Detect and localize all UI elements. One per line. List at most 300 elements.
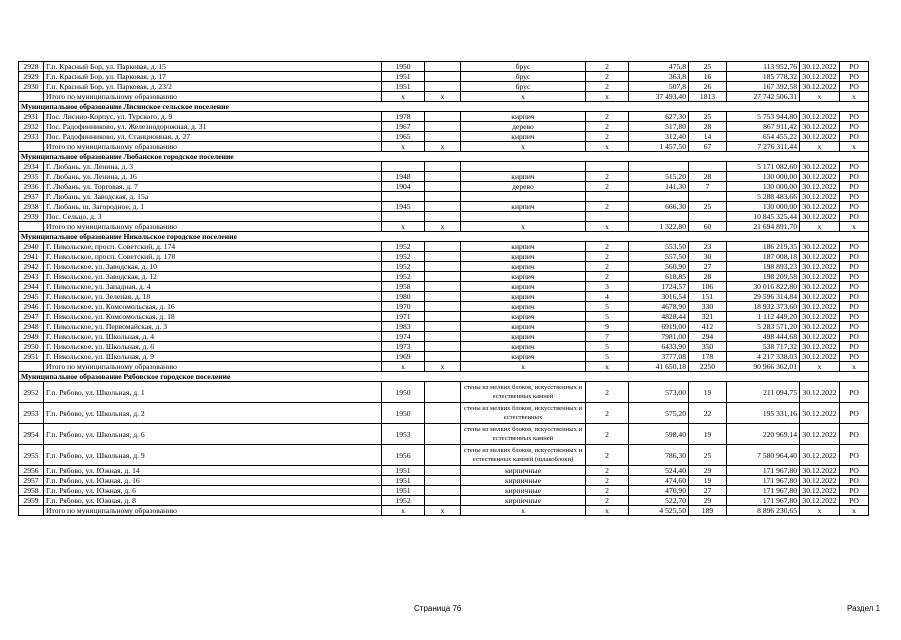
table-cell: 1967 <box>382 122 425 132</box>
table-cell: кирпичные <box>461 486 586 496</box>
table-cell: x <box>461 142 586 152</box>
table-cell: 4 <box>586 292 629 302</box>
table-cell: 330 <box>689 302 727 312</box>
table-cell: 2 <box>586 424 629 445</box>
table-cell: Г.п. Рябово, ул. Южная, д. 14 <box>44 466 382 476</box>
table-row <box>19 282 869 292</box>
table-cell: 186 219,35 <box>727 242 800 252</box>
table-cell: 2957 <box>19 476 44 486</box>
table-cell <box>19 362 44 372</box>
table-cell: 618,85 <box>629 272 689 282</box>
table-cell: 2959 <box>19 496 44 506</box>
table-cell <box>425 212 461 222</box>
table-cell: дерево <box>461 122 586 132</box>
table-cell: x <box>840 142 869 152</box>
table-cell: кирпич <box>461 312 586 322</box>
table-row <box>19 262 869 272</box>
table-cell: Итого по муниципальному образованию <box>44 142 382 152</box>
table-cell: Г. Никольское, ул. Первомайская, д. 3 <box>44 322 382 332</box>
table-cell: 130 000,00 <box>727 182 800 192</box>
table-cell: 2931 <box>19 112 44 122</box>
table-cell: 30.12.2022 <box>800 282 840 292</box>
table-cell <box>425 202 461 212</box>
table-cell: Г. Любань, ул. Заводская, д. 15а <box>44 192 382 202</box>
table-cell: 1970 <box>382 302 425 312</box>
section-title: Муниципальное образование Лисинское сельское поселение <box>19 102 869 112</box>
table-cell: 4 217 338,03 <box>727 352 800 362</box>
table-cell: 27 742 506,31 <box>727 92 800 102</box>
table-cell: 106 <box>689 282 727 292</box>
table-cell: 2 <box>586 486 629 496</box>
table-cell: Г. Никольское, ул. Школьная, д. 4 <box>44 332 382 342</box>
table-cell: 2 <box>586 112 629 122</box>
table-cell: 67 <box>689 142 727 152</box>
table-cell: x <box>840 362 869 372</box>
table-cell: кирпич <box>461 352 586 362</box>
table-cell: x <box>800 506 840 516</box>
table-cell: РО <box>840 486 869 496</box>
table-cell <box>425 132 461 142</box>
table-cell <box>425 352 461 362</box>
table-cell: Пос. Радофинниково, ул. Железнодорожная, д. 31 <box>44 122 382 132</box>
table-cell <box>425 172 461 182</box>
table-cell: 1952 <box>382 242 425 252</box>
table-row <box>19 476 869 486</box>
table-cell: 2952 <box>19 382 44 403</box>
table-cell: РО <box>840 112 869 122</box>
table-cell: 37 493,40 <box>629 92 689 102</box>
table-cell: 28 <box>689 172 727 182</box>
table-cell: Г.п. Красный Бор, ул. Парковая, д. 23/2 <box>44 82 382 92</box>
table-cell: 1948 <box>382 172 425 182</box>
table-cell: 2 <box>586 122 629 132</box>
table-cell: 30.12.2022 <box>800 486 840 496</box>
table-cell <box>629 212 689 222</box>
table-cell: 30.12.2022 <box>800 192 840 202</box>
table-cell: Г. Любань, ул. Торговая, д. 7 <box>44 182 382 192</box>
table-cell: 474,60 <box>629 476 689 486</box>
table-cell: 220 969,14 <box>727 424 800 445</box>
table-cell: 25 <box>689 202 727 212</box>
table-cell <box>425 382 461 403</box>
table-cell: 1952 <box>382 272 425 282</box>
table-cell: 7 580 964,40 <box>727 445 800 466</box>
table-row <box>19 182 869 192</box>
table-cell: кирпич <box>461 262 586 272</box>
table-cell: 5 288 483,66 <box>727 192 800 202</box>
table-cell: 2953 <box>19 403 44 424</box>
table-cell: 1 322,80 <box>629 222 689 232</box>
table-cell: 2937 <box>19 192 44 202</box>
table-cell: РО <box>840 252 869 262</box>
table-cell: 2930 <box>19 82 44 92</box>
table-cell: РО <box>840 202 869 212</box>
table-cell: 2939 <box>19 212 44 222</box>
table-cell: 557,50 <box>629 252 689 262</box>
table-cell: x <box>586 222 629 232</box>
table-cell: 6433,90 <box>629 342 689 352</box>
table-cell: 195 331,16 <box>727 403 800 424</box>
table-cell: 2933 <box>19 132 44 142</box>
table-cell: 2250 <box>689 362 727 372</box>
table-cell: 30.12.2022 <box>800 382 840 403</box>
table-cell: 867 911,42 <box>727 122 800 132</box>
table-cell: 30.12.2022 <box>800 302 840 312</box>
table-cell: 21 694 891,70 <box>727 222 800 232</box>
table-cell: x <box>586 142 629 152</box>
table-cell: 1965 <box>382 132 425 142</box>
table-cell: 2934 <box>19 162 44 172</box>
table-cell: 2 <box>586 132 629 142</box>
table-cell: 2958 <box>19 486 44 496</box>
table-cell: Итого по муниципальному образованию <box>44 92 382 102</box>
table-cell: Г.п. Рябово, ул. Южная, д. 8 <box>44 496 382 506</box>
table-cell: x <box>800 222 840 232</box>
table-cell: Г. Никольское, ул. Комсомольская, д. 18 <box>44 312 382 322</box>
table-cell: 573,00 <box>629 382 689 403</box>
table-cell: 60 <box>689 222 727 232</box>
table-cell: 7981,00 <box>629 332 689 342</box>
table-cell: 4678,90 <box>629 302 689 312</box>
section-title: Муниципальное образование Никольское городское поселение <box>19 232 869 242</box>
table-row <box>19 192 869 202</box>
table-cell: стены из мелких блоков, искусственных и естественных камней (шлакоблоки) <box>461 445 586 466</box>
table-cell <box>382 212 425 222</box>
table-cell: 2955 <box>19 445 44 466</box>
table-row <box>19 202 869 212</box>
table-cell: РО <box>840 476 869 486</box>
table-cell: 1951 <box>382 72 425 82</box>
table-cell: 1951 <box>382 476 425 486</box>
table-cell <box>425 112 461 122</box>
table-cell: Г. Любань, ш. Загородное, д. 1 <box>44 202 382 212</box>
table-cell: Пос. Радофинниково, ул. Станционная, д. 27 <box>44 132 382 142</box>
table-cell: кирпич <box>461 112 586 122</box>
table-cell: 30 <box>689 252 727 262</box>
table-cell: 30.12.2022 <box>800 424 840 445</box>
table-cell: 19 <box>689 424 727 445</box>
table-cell: 2936 <box>19 182 44 192</box>
table-cell: 2 <box>586 62 629 72</box>
table-cell: 130 000,00 <box>727 202 800 212</box>
table-cell: 25 <box>689 62 727 72</box>
table-cell: 5 283 571,20 <box>727 322 800 332</box>
table-cell: кирпич <box>461 292 586 302</box>
table-cell: 1953 <box>382 424 425 445</box>
table-cell: 171 967,80 <box>727 476 800 486</box>
table-row <box>19 424 869 445</box>
table-cell: 178 <box>689 352 727 362</box>
table-cell: Г. Никольское, ул. Школьная, д. 9 <box>44 352 382 362</box>
table-cell: стены из мелких блоков, искусственных и естественных <box>461 403 586 424</box>
table-cell <box>425 403 461 424</box>
table-cell <box>425 192 461 202</box>
table-cell: 5 <box>586 302 629 312</box>
table-cell: 2932 <box>19 122 44 132</box>
table-cell: 1950 <box>382 403 425 424</box>
table-cell: 19 <box>689 382 727 403</box>
table-cell <box>382 192 425 202</box>
table-cell: кирпичные <box>461 496 586 506</box>
table-cell <box>425 312 461 322</box>
table-cell: 2954 <box>19 424 44 445</box>
table-row <box>19 112 869 122</box>
table-cell: 30 016 822,80 <box>727 282 800 292</box>
total-row <box>19 142 869 152</box>
table-cell: 560,90 <box>629 262 689 272</box>
table-cell: кирпич <box>461 302 586 312</box>
table-cell: 1904 <box>382 182 425 192</box>
table-cell: РО <box>840 122 869 132</box>
table-cell: 30.12.2022 <box>800 62 840 72</box>
table-cell: 4 525,50 <box>629 506 689 516</box>
table-cell: x <box>840 92 869 102</box>
table-cell: 7 <box>586 332 629 342</box>
section-header-row <box>19 102 869 112</box>
table-cell: 90 966 362,01 <box>727 362 800 372</box>
table-cell: Г.п. Красный Бор, ул. Парковая, д. 17 <box>44 72 382 82</box>
table-cell: 524,40 <box>629 466 689 476</box>
table-cell: x <box>425 362 461 372</box>
table-cell: 321 <box>689 312 727 322</box>
table-cell: брус <box>461 72 586 82</box>
table-cell <box>425 322 461 332</box>
table-cell: 25 <box>689 445 727 466</box>
table-cell: 7 <box>689 182 727 192</box>
table-cell: 2 <box>586 172 629 182</box>
table-cell: 654 455,22 <box>727 132 800 142</box>
table-row <box>19 352 869 362</box>
table-cell <box>19 222 44 232</box>
table-row <box>19 212 869 222</box>
table-cell <box>425 466 461 476</box>
table-row <box>19 132 869 142</box>
table-cell: x <box>461 92 586 102</box>
table-cell: кирпич <box>461 322 586 332</box>
table-cell: x <box>425 222 461 232</box>
table-cell: 1951 <box>382 486 425 496</box>
table-cell: 2935 <box>19 172 44 182</box>
table-cell: 30.12.2022 <box>800 252 840 262</box>
table-cell: кирпич <box>461 332 586 342</box>
table-cell: 515,20 <box>629 172 689 182</box>
table-row <box>19 172 869 182</box>
table-cell: 30.12.2022 <box>800 342 840 352</box>
table-cell: 27 <box>689 262 727 272</box>
table-cell: x <box>586 506 629 516</box>
table-cell <box>689 162 727 172</box>
table-cell: РО <box>840 72 869 82</box>
table-cell: РО <box>840 172 869 182</box>
section-label: Раздел 1 <box>847 604 881 613</box>
table-cell: x <box>586 362 629 372</box>
table-cell <box>425 445 461 466</box>
table-cell: 30.12.2022 <box>800 496 840 506</box>
table-cell: 167 392,58 <box>727 82 800 92</box>
table-cell: кирпич <box>461 202 586 212</box>
table-cell: 2938 <box>19 202 44 212</box>
table-cell: кирпичные <box>461 476 586 486</box>
table-cell: Г. Никольское, просп. Советский, д. 178 <box>44 252 382 262</box>
table-row <box>19 466 869 476</box>
table-cell: 30.12.2022 <box>800 242 840 252</box>
table-cell: 4828,44 <box>629 312 689 322</box>
section-header-row <box>19 232 869 242</box>
table-cell: брус <box>461 82 586 92</box>
table-cell: Г. Никольское, ул. Зеленая, д. 18 <box>44 292 382 302</box>
table-cell: 22 <box>689 403 727 424</box>
table-row <box>19 486 869 496</box>
table-cell: 1951 <box>382 82 425 92</box>
table-cell: РО <box>840 312 869 322</box>
table-cell: 412 <box>689 322 727 332</box>
table-row <box>19 272 869 282</box>
table-cell <box>629 162 689 172</box>
table-cell: 211 094,75 <box>727 382 800 403</box>
section-title: Муниципальное образование Рябовское городское поселение <box>19 372 869 382</box>
table-cell: Пос. Лисино-Корпус, ул. Турского, д. 9 <box>44 112 382 122</box>
table-row <box>19 403 869 424</box>
table-cell: 9 <box>586 322 629 332</box>
page-number: Страница 76 <box>414 604 462 613</box>
total-row <box>19 506 869 516</box>
table-cell: Г.п. Рябово, ул. Школьная, д. 1 <box>44 382 382 403</box>
table-cell: Итого по муниципальному образованию <box>44 222 382 232</box>
table-cell: 2 <box>586 182 629 192</box>
table-row <box>19 242 869 252</box>
table-cell: 2 <box>586 476 629 486</box>
table-cell: 2 <box>586 242 629 252</box>
table-cell <box>425 342 461 352</box>
table-cell: x <box>382 142 425 152</box>
table-cell: 1973 <box>382 342 425 352</box>
table-cell: 30.12.2022 <box>800 82 840 92</box>
table-cell: РО <box>840 242 869 252</box>
table-cell: 18 932 373,60 <box>727 302 800 312</box>
table-cell: кирпич <box>461 282 586 292</box>
table-cell: 29 596 314,84 <box>727 292 800 302</box>
table-cell: 1958 <box>382 282 425 292</box>
table-cell: 1974 <box>382 332 425 342</box>
table-cell: x <box>840 222 869 232</box>
table-cell: 2 <box>586 382 629 403</box>
housing-register-table <box>18 61 868 516</box>
table-cell: Г.п. Красный Бор, ул. Парковая, д. 15 <box>44 62 382 72</box>
table-cell: Г.п. Рябово, ул. Школьная, д. 2 <box>44 403 382 424</box>
table-cell: 1951 <box>382 466 425 476</box>
table-cell: Г. Никольское, ул. Комсомольская, д. 16 <box>44 302 382 312</box>
table-row <box>19 445 869 466</box>
table-cell: стены из мелких блоков, искусственных и естественных камней <box>461 382 586 403</box>
table-cell: кирпич <box>461 342 586 352</box>
table-cell: 5 <box>586 352 629 362</box>
table-cell: 1971 <box>382 312 425 322</box>
table-row <box>19 252 869 262</box>
table-cell: 2 <box>586 466 629 476</box>
table-cell <box>586 192 629 202</box>
table-cell <box>425 82 461 92</box>
table-cell: РО <box>840 424 869 445</box>
table-cell: 498 444,68 <box>727 332 800 342</box>
table-cell: 5 171 082,60 <box>727 162 800 172</box>
table-cell: 5 <box>586 312 629 322</box>
table-cell: 786,30 <box>629 445 689 466</box>
table-cell <box>382 162 425 172</box>
table-cell: 5 753 944,80 <box>727 112 800 122</box>
table-cell: 29 <box>689 466 727 476</box>
table-cell: x <box>382 362 425 372</box>
table-cell: 198 209,58 <box>727 272 800 282</box>
table-cell: 28 <box>689 272 727 282</box>
table-cell <box>629 192 689 202</box>
table-cell: 666,30 <box>629 202 689 212</box>
table-cell: кирпич <box>461 252 586 262</box>
table-cell: 30.12.2022 <box>800 122 840 132</box>
table-cell: 113 952,76 <box>727 62 800 72</box>
table-cell: Г. Никольское, просп. Советский, д. 174 <box>44 242 382 252</box>
table-cell: РО <box>840 62 869 72</box>
table-cell: 553,50 <box>629 242 689 252</box>
table-cell: x <box>382 222 425 232</box>
table-cell <box>689 192 727 202</box>
table-cell: 2 <box>586 82 629 92</box>
table-cell: 312,40 <box>629 132 689 142</box>
table-cell: 185 778,32 <box>727 72 800 82</box>
table-cell: РО <box>840 132 869 142</box>
table-cell: x <box>461 222 586 232</box>
table-cell: 2 <box>586 496 629 506</box>
table-cell <box>425 72 461 82</box>
table-cell: x <box>800 142 840 152</box>
table-cell: 538 717,32 <box>727 342 800 352</box>
table-cell: x <box>425 92 461 102</box>
table-cell: Г.п. Рябово, ул. Школьная, д. 6 <box>44 424 382 445</box>
table-row <box>19 292 869 302</box>
table-cell: 1952 <box>382 252 425 262</box>
table-cell: 171 967,80 <box>727 486 800 496</box>
table-cell: 30.12.2022 <box>800 162 840 172</box>
table-cell <box>586 162 629 172</box>
section-title: Муниципальное образование Любанское городское поселение <box>19 152 869 162</box>
table-cell: 1952 <box>382 262 425 272</box>
table-cell: РО <box>840 322 869 332</box>
table-cell: 151 <box>689 292 727 302</box>
table-cell: 30.12.2022 <box>800 202 840 212</box>
table-cell: 2950 <box>19 342 44 352</box>
table-cell: 2928 <box>19 62 44 72</box>
table-cell: 30.12.2022 <box>800 322 840 332</box>
table-cell: 130 000,00 <box>727 172 800 182</box>
table-cell: 2945 <box>19 292 44 302</box>
table-cell: 41 650,18 <box>629 362 689 372</box>
table-cell: x <box>461 362 586 372</box>
table-cell: 1956 <box>382 445 425 466</box>
table-cell: 30.12.2022 <box>800 182 840 192</box>
table-cell: Г. Любань, ул. Ленина, д. 16 <box>44 172 382 182</box>
table-cell: 16 <box>689 72 727 82</box>
table-cell: 171 967,80 <box>727 496 800 506</box>
table-cell <box>425 282 461 292</box>
table-cell <box>425 272 461 282</box>
table-cell: 1724,57 <box>629 282 689 292</box>
table-cell <box>425 292 461 302</box>
table-cell: x <box>382 92 425 102</box>
table-cell: 2949 <box>19 332 44 342</box>
table-cell <box>461 162 586 172</box>
section-header-row <box>19 152 869 162</box>
table-cell: 26 <box>689 82 727 92</box>
table-cell: РО <box>840 342 869 352</box>
